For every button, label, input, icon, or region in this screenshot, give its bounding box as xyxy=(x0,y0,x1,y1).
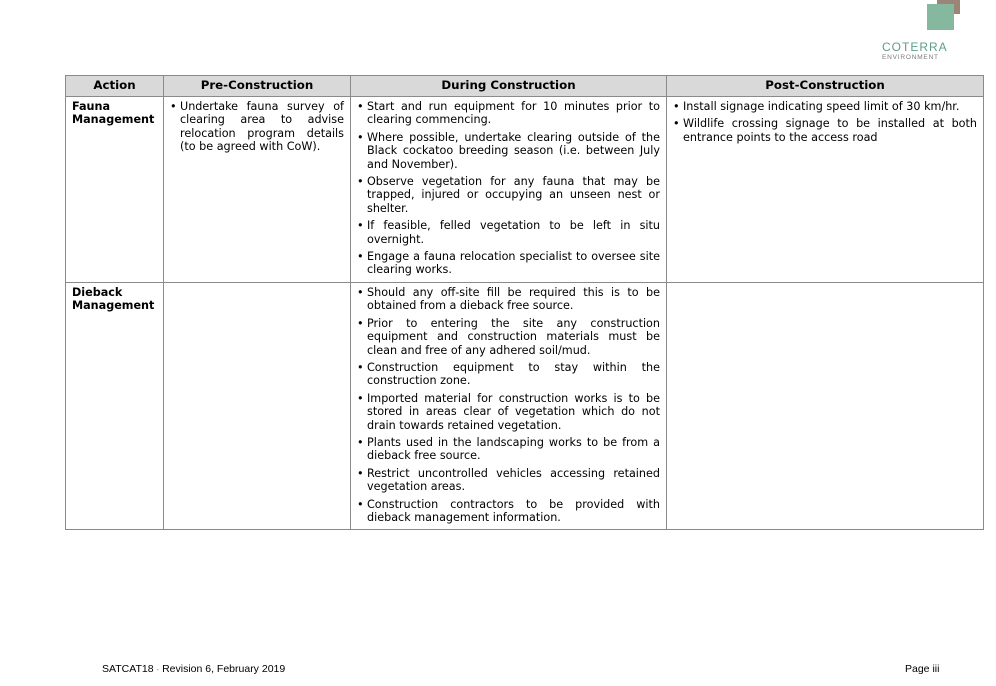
coterra-logo xyxy=(880,0,960,64)
header-pre-construction: Pre-Construction xyxy=(164,76,351,97)
footer-document-info xyxy=(102,663,285,675)
list-item: • Restrict uncontrolled vehicles accessing retained vegetation areas. xyxy=(357,467,660,494)
table-header-row xyxy=(66,76,984,97)
during-construction-list xyxy=(357,100,660,277)
list-item: • Plants used in the landscaping works to be from a dieback free source. xyxy=(357,436,660,463)
list-item: • Imported material for construction works is to be stored in areas clear of vegetation which do not drain towards retained vegetation. xyxy=(357,392,660,432)
list-item: • If feasible, felled vegetation to be left in situ overnight. xyxy=(357,219,660,246)
list-item: • Prior to entering the site any construction equipment and construction materials must be clean and free of any adhered soil/mud. xyxy=(357,317,660,357)
during-construction-cell xyxy=(351,97,667,283)
list-item: • Wildlife crossing signage to be installed at both entrance points to the access road xyxy=(673,117,977,144)
footer-doc-code: SATCAT18 xyxy=(102,663,154,675)
table-row-dieback-management xyxy=(66,282,984,530)
list-item: • Install signage indicating speed limit of 30 km/hr. xyxy=(673,100,977,113)
list-item: • Observe vegetation for any fauna that may be trapped, injured or occupying an unseen nest or shelter. xyxy=(357,175,660,215)
list-item: • Engage a fauna relocation specialist to oversee site clearing works. xyxy=(357,250,660,277)
action-cell: Fauna Management xyxy=(66,97,164,283)
list-item: • Where possible, undertake clearing outside of the Black cockatoo breeding season (i.e. between July and November). xyxy=(357,131,660,171)
pre-construction-cell xyxy=(164,282,351,530)
footer-revision: Revision 6, February 2019 xyxy=(162,663,286,675)
footer-page-number: Page iii xyxy=(905,663,940,675)
logo-sub-text: ENVIRONMENT xyxy=(882,54,939,61)
list-item: • Start and run equipment for 10 minutes prior to clearing commencing. xyxy=(357,100,660,127)
header-post-construction: Post-Construction xyxy=(667,76,984,97)
post-construction-cell xyxy=(667,97,984,283)
post-construction-cell xyxy=(667,282,984,530)
during-construction-cell xyxy=(351,282,667,530)
post-construction-list xyxy=(673,100,977,144)
table-row-fauna-management xyxy=(66,97,984,283)
during-construction-list xyxy=(357,286,660,525)
footer-separator: - xyxy=(156,665,160,674)
logo-brand-text: COTERRA xyxy=(882,40,948,54)
list-item: • Construction contractors to be provided with dieback management information. xyxy=(357,498,660,525)
pre-construction-cell xyxy=(164,97,351,283)
list-item: • Should any off-site fill be required this is to be obtained from a dieback free source. xyxy=(357,286,660,313)
list-item: • Undertake fauna survey of clearing area to advise relocation program details (to be agreed with CoW). xyxy=(170,100,344,154)
list-item: • Construction equipment to stay within the construction zone. xyxy=(357,361,660,388)
logo-square-green xyxy=(927,4,954,30)
header-during-construction: During Construction xyxy=(351,76,667,97)
management-table xyxy=(65,75,984,530)
pre-construction-list xyxy=(170,100,344,154)
action-cell: Dieback Management xyxy=(66,282,164,530)
header-action: Action xyxy=(66,76,164,97)
